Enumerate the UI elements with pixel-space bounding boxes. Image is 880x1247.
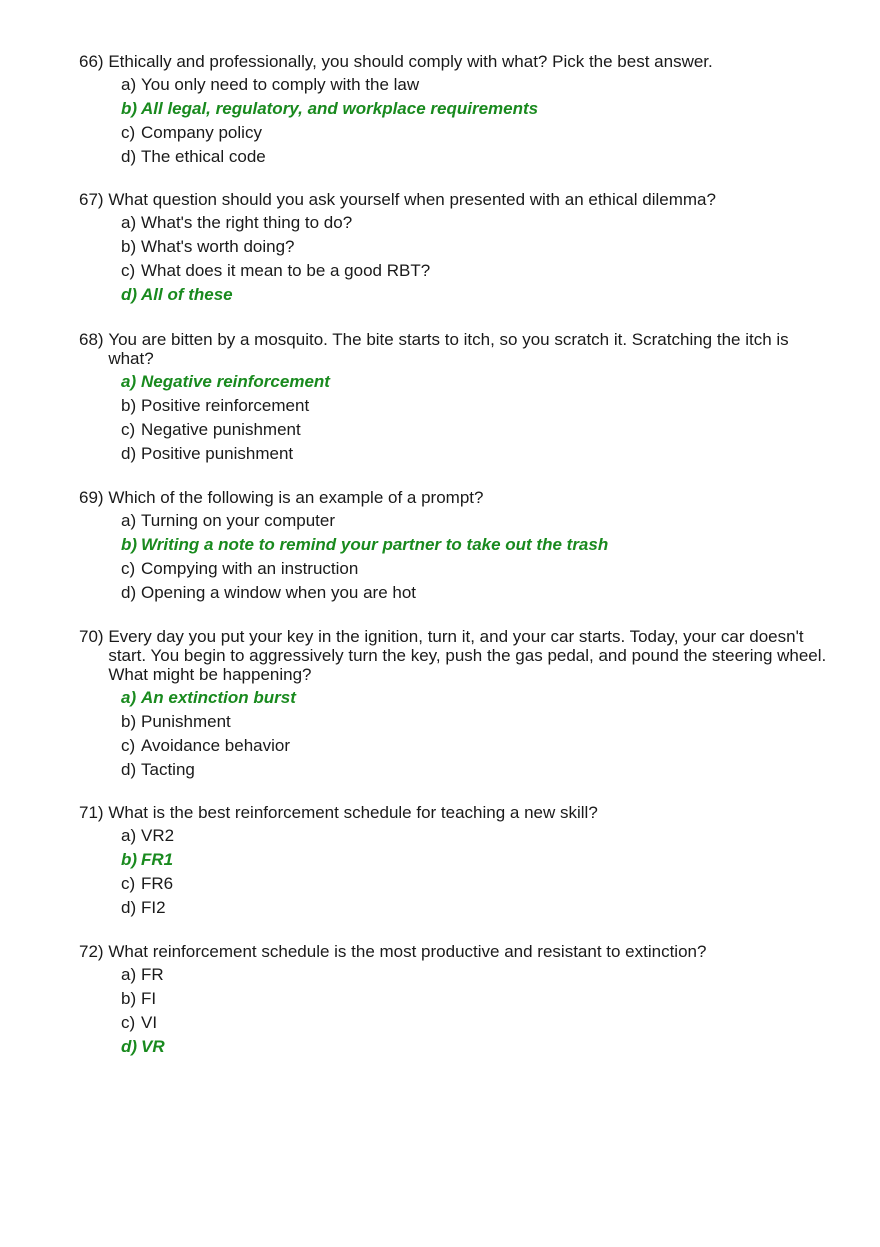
option-b-correct xyxy=(79,533,829,557)
option-letter: c) xyxy=(121,559,136,578)
question-text: Which of the following is an example of a prompt? xyxy=(108,488,484,507)
question-number: 72) xyxy=(79,942,104,961)
options-list xyxy=(79,370,829,466)
option-text: FI2 xyxy=(141,898,166,917)
option-text: FR1 xyxy=(141,850,174,869)
question-69 xyxy=(79,488,829,605)
option-text: Writing a note to remind your partner to take out the trash xyxy=(141,535,609,554)
option-letter: d) xyxy=(121,147,137,166)
option-text: FI xyxy=(141,989,157,1008)
option-c xyxy=(79,557,829,581)
question-text-row xyxy=(79,488,829,507)
question-68 xyxy=(79,330,829,466)
option-d-correct xyxy=(79,1035,829,1059)
question-text: What is the best reinforcement schedule for teaching a new skill? xyxy=(108,803,598,822)
option-d xyxy=(79,145,829,169)
option-letter: a) xyxy=(121,826,137,845)
option-b xyxy=(79,235,829,259)
option-c xyxy=(79,418,829,442)
option-text: You only need to comply with the law xyxy=(141,75,420,94)
option-letter: b) xyxy=(121,396,137,415)
option-text: All legal, regulatory, and workplace requirements xyxy=(141,99,539,118)
options-list xyxy=(79,73,829,169)
option-a xyxy=(79,509,829,533)
option-text: FR xyxy=(141,965,164,984)
question-text-row xyxy=(79,627,829,684)
option-d-correct xyxy=(79,283,829,307)
question-70 xyxy=(79,627,829,782)
question-text: What question should you ask yourself when presented with an ethical dilemma? xyxy=(108,190,716,209)
option-text: Opening a window when you are hot xyxy=(141,583,417,602)
option-a xyxy=(79,824,829,848)
question-number: 68) xyxy=(79,330,104,349)
option-letter: d) xyxy=(121,898,137,917)
option-letter: a) xyxy=(121,75,137,94)
option-a xyxy=(79,963,829,987)
question-number: 71) xyxy=(79,803,104,822)
option-d xyxy=(79,442,829,466)
question-text-row xyxy=(79,330,829,368)
option-b-correct xyxy=(79,97,829,121)
option-text: VR2 xyxy=(141,826,175,845)
option-a-correct xyxy=(79,686,829,710)
option-d xyxy=(79,581,829,605)
option-text: Compying with an instruction xyxy=(141,559,359,578)
question-text-row xyxy=(79,942,829,961)
question-number: 66) xyxy=(79,52,104,71)
option-c xyxy=(79,872,829,896)
option-d xyxy=(79,758,829,782)
option-letter: a) xyxy=(121,372,137,391)
options-list xyxy=(79,211,829,307)
question-72 xyxy=(79,942,829,1059)
option-letter: b) xyxy=(121,99,138,118)
option-b-correct xyxy=(79,848,829,872)
question-number: 69) xyxy=(79,488,104,507)
option-letter: b) xyxy=(121,989,137,1008)
option-text: Turning on your computer xyxy=(141,511,336,530)
option-text: FR6 xyxy=(141,874,174,893)
option-letter: d) xyxy=(121,444,137,463)
option-text: What's the right thing to do? xyxy=(141,213,353,232)
option-text: Tacting xyxy=(141,760,195,779)
option-letter: b) xyxy=(121,712,137,731)
option-text: Positive punishment xyxy=(141,444,294,463)
option-letter: c) xyxy=(121,420,136,439)
question-text: Ethically and professionally, you should comply with what? Pick the best answer. xyxy=(108,52,713,71)
question-number: 70) xyxy=(79,627,104,646)
question-67 xyxy=(79,190,829,307)
option-letter: a) xyxy=(121,965,137,984)
question-71 xyxy=(79,803,829,920)
option-letter: c) xyxy=(121,736,136,755)
option-b xyxy=(79,710,829,734)
question-text-row xyxy=(79,52,829,71)
options-list xyxy=(79,509,829,605)
option-text: VR xyxy=(141,1037,165,1056)
options-list xyxy=(79,686,829,782)
option-letter: c) xyxy=(121,261,136,280)
option-b xyxy=(79,987,829,1011)
option-letter: b) xyxy=(121,535,138,554)
question-text: What reinforcement schedule is the most productive and resistant to extinction? xyxy=(108,942,707,961)
option-b xyxy=(79,394,829,418)
option-d xyxy=(79,896,829,920)
option-letter: d) xyxy=(121,1037,138,1056)
option-text: Company policy xyxy=(141,123,262,142)
option-text: An extinction burst xyxy=(141,688,296,707)
option-letter: d) xyxy=(121,760,137,779)
option-text: What does it mean to be a good RBT? xyxy=(141,261,431,280)
option-c xyxy=(79,734,829,758)
option-letter: c) xyxy=(121,123,136,142)
options-list xyxy=(79,824,829,920)
question-text-row xyxy=(79,190,829,209)
option-text: What's worth doing? xyxy=(141,237,295,256)
option-text: The ethical code xyxy=(141,147,266,166)
option-text: Negative reinforcement xyxy=(141,372,330,391)
options-list xyxy=(79,963,829,1059)
option-c xyxy=(79,259,829,283)
option-c xyxy=(79,1011,829,1035)
option-letter: c) xyxy=(121,874,136,893)
option-letter: b) xyxy=(121,850,138,869)
option-text: Negative punishment xyxy=(141,420,301,439)
option-text: Avoidance behavior xyxy=(141,736,291,755)
question-text: Every day you put your key in the ignition, turn it, and your car starts. Today, your car doesn't start. You begin to aggressively turn the key, push the gas pedal, and pound the steering wheel. What might be happening? xyxy=(108,627,827,684)
option-letter: b) xyxy=(121,237,137,256)
option-letter: a) xyxy=(121,688,137,707)
option-a xyxy=(79,211,829,235)
option-text: Positive reinforcement xyxy=(141,396,310,415)
question-text-row xyxy=(79,803,829,822)
option-c xyxy=(79,121,829,145)
option-a-correct xyxy=(79,370,829,394)
question-66 xyxy=(79,52,829,169)
option-text: All of these xyxy=(141,285,233,304)
option-text: Punishment xyxy=(141,712,231,731)
option-letter: a) xyxy=(121,511,137,530)
option-letter: d) xyxy=(121,285,138,304)
option-letter: a) xyxy=(121,213,137,232)
option-a xyxy=(79,73,829,97)
option-letter: c) xyxy=(121,1013,136,1032)
option-letter: d) xyxy=(121,583,137,602)
option-text: VI xyxy=(141,1013,158,1032)
question-text: You are bitten by a mosquito. The bite starts to itch, so you scratch it. Scratching the itch is what? xyxy=(108,330,789,368)
question-number: 67) xyxy=(79,190,104,209)
